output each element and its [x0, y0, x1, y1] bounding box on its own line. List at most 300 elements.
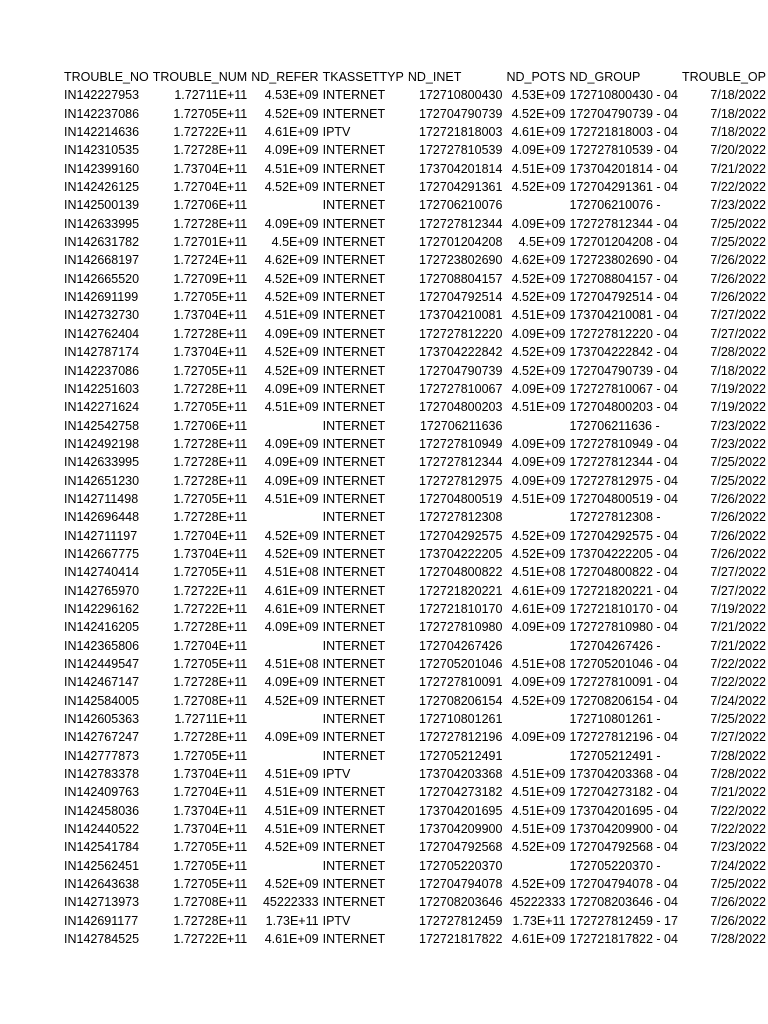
cell-nd-inet: 173704222205	[419, 546, 503, 561]
cell-nd-inet: 172708203646	[419, 895, 503, 910]
cell-trouble-op: 7/25/2022	[710, 455, 766, 470]
cell-nd-inet: 172710801261	[419, 712, 503, 727]
cell-trouble-num: 1.72705E+11	[173, 290, 248, 305]
cell-nd-pots: 4.5E+09	[518, 235, 566, 250]
cell-nd-pots	[504, 637, 567, 655]
cell-nd-refer: 4.09E+09	[264, 730, 319, 745]
cell-tkassettype: INTERNET	[322, 840, 386, 855]
cell-trouble-no: IN142740414	[64, 565, 140, 580]
cell-nd-refer	[249, 637, 320, 655]
cell-nd-inet: 173704201695	[419, 803, 503, 818]
cell-trouble-no: IN142665520	[64, 271, 140, 286]
cell-trouble-no: IN142691199	[64, 290, 139, 305]
table-row	[62, 160, 768, 178]
cell-nd-refer: 4.51E+08	[264, 657, 319, 671]
cell-nd-group: 173704201814 - 04	[569, 161, 678, 176]
cell-tkassettype: INTERNET	[322, 345, 386, 360]
cell-trouble-num: 1.72701E+11	[173, 235, 248, 250]
cell-trouble-no: IN142605363	[64, 712, 140, 727]
cell-nd-refer	[249, 710, 320, 728]
cell-trouble-no: IN142784525	[64, 932, 140, 947]
cell-nd-pots: 4.09E+09	[511, 675, 566, 690]
cell-nd-group: 172727812344 - 04	[569, 216, 678, 231]
cell-nd-group: 172705220370 -	[569, 858, 661, 873]
cell-nd-group: 172704800822 - 04	[569, 565, 678, 580]
cell-nd-refer: 4.51E+09	[264, 308, 319, 323]
cell-trouble-op: 7/25/2022	[710, 216, 766, 231]
cell-trouble-no: IN142691177	[64, 913, 139, 928]
cell-nd-group: 172708206154 - 04	[569, 693, 678, 708]
cell-trouble-op: 7/21/2022	[710, 161, 766, 176]
cell-nd-refer: 4.52E+09	[264, 180, 319, 195]
cell-trouble-op: 7/26/2022	[710, 546, 766, 561]
cell-trouble-num: 1.72728E+11	[173, 216, 248, 231]
cell-trouble-op: 7/26/2022	[710, 510, 766, 525]
cell-trouble-num: 1.73704E+11	[173, 546, 248, 561]
cell-nd-pots: 4.62E+09	[511, 253, 566, 268]
header-nd-pots: ND_POTS	[506, 70, 566, 84]
cell-nd-group: 172706210076 -	[569, 198, 661, 213]
cell-nd-pots: 4.51E+09	[511, 822, 566, 837]
cell-trouble-num: 1.72711E+11	[174, 88, 248, 103]
cell-nd-refer: 4.09E+09	[264, 216, 319, 231]
cell-nd-group: 172727810539 - 04	[569, 143, 678, 158]
table-row	[62, 141, 768, 159]
cell-nd-inet: 172705220370	[419, 858, 503, 873]
table-row	[62, 747, 768, 765]
cell-trouble-num: 1.72724E+11	[173, 253, 248, 268]
cell-nd-pots: 4.51E+09	[511, 308, 566, 323]
cell-trouble-op: 7/25/2022	[710, 877, 766, 892]
cell-trouble-no: IN142440522	[64, 822, 140, 837]
cell-tkassettype: INTERNET	[322, 601, 386, 616]
table-row	[62, 251, 768, 269]
cell-nd-pots: 4.52E+09	[511, 693, 566, 708]
cell-nd-group: 172704267426 -	[569, 638, 661, 653]
header-trouble-no: TROUBLE_NO	[64, 70, 149, 84]
cell-trouble-no: IN142271624	[64, 400, 140, 415]
cell-nd-pots: 4.52E+09	[511, 345, 566, 360]
cell-trouble-num: 1.72708E+11	[173, 895, 248, 910]
cell-nd-refer: 4.62E+09	[264, 253, 319, 268]
cell-nd-inet: 173704210081	[419, 308, 503, 323]
table-row	[62, 362, 768, 380]
cell-nd-refer: 4.51E+09	[264, 491, 319, 506]
cell-trouble-op: 7/18/2022	[710, 125, 766, 140]
cell-nd-group: 172704800519 - 04	[569, 491, 678, 506]
table-row	[62, 398, 768, 416]
header-trouble-num: TROUBLE_NUM	[152, 70, 248, 84]
cell-trouble-no: IN142365806	[64, 638, 140, 653]
cell-trouble-num: 1.72705E+11	[173, 565, 248, 580]
cell-nd-inet: 173704209900	[419, 822, 503, 837]
cell-nd-refer: 4.09E+09	[264, 381, 319, 396]
cell-tkassettype: INTERNET	[322, 510, 386, 525]
cell-trouble-num: 1.72704E+11	[173, 180, 248, 195]
cell-trouble-no: IN142633995	[64, 455, 140, 470]
cell-nd-pots	[504, 196, 567, 214]
cell-tkassettype: INTERNET	[322, 473, 386, 488]
cell-trouble-num: 1.72728E+11	[173, 913, 248, 928]
cell-nd-pots	[504, 747, 567, 765]
cell-nd-refer: 4.52E+09	[264, 363, 319, 378]
cell-trouble-no: IN142783378	[64, 767, 140, 782]
cell-nd-pots: 4.51E+08	[511, 565, 566, 580]
table-row	[62, 802, 768, 820]
cell-tkassettype: INTERNET	[322, 657, 386, 671]
cell-tkassettype: INTERNET	[322, 693, 386, 708]
cell-trouble-num: 1.72728E+11	[173, 510, 248, 525]
table-row	[62, 930, 768, 948]
cell-trouble-num: 1.73704E+11	[173, 345, 248, 360]
table-row	[62, 472, 768, 490]
cell-nd-inet: 172727812220	[419, 326, 503, 341]
cell-nd-group: 172727810067 - 04	[569, 381, 678, 396]
cell-nd-pots: 4.51E+09	[511, 767, 566, 782]
table-row	[62, 765, 768, 783]
cell-nd-refer: 4.09E+09	[264, 436, 319, 451]
cell-trouble-num: 1.72705E+11	[173, 106, 248, 121]
cell-trouble-num: 1.72705E+11	[173, 858, 248, 873]
cell-nd-pots: 4.51E+08	[511, 657, 566, 671]
cell-nd-inet: 172704292575	[419, 528, 503, 543]
table-row	[62, 875, 768, 893]
cell-trouble-no: IN142643638	[64, 877, 140, 892]
table-row	[62, 692, 768, 710]
table-row	[62, 545, 768, 563]
cell-nd-refer: 4.53E+09	[264, 88, 319, 103]
cell-nd-refer: 4.61E+09	[264, 125, 319, 140]
cell-tkassettype: INTERNET	[322, 803, 386, 818]
cell-nd-group: 172727810091 - 04	[569, 675, 678, 690]
cell-nd-inet: 172704790739	[419, 106, 503, 121]
table-row	[62, 417, 768, 435]
cell-tkassettype: INTERNET	[322, 712, 386, 727]
cell-trouble-no: IN142696448	[64, 510, 140, 525]
cell-trouble-no: IN142251603	[64, 381, 140, 396]
cell-trouble-op: 7/27/2022	[710, 308, 766, 323]
cell-nd-inet: 172727810067	[419, 381, 503, 396]
cell-nd-inet: 172704273182	[419, 785, 503, 800]
cell-nd-group: 172708203646 - 04	[569, 895, 678, 910]
cell-nd-inet: 172727812344	[419, 455, 503, 470]
cell-nd-pots: 4.61E+09	[511, 125, 566, 140]
cell-nd-refer	[249, 196, 320, 214]
cell-tkassettype: INTERNET	[322, 455, 386, 470]
cell-trouble-no: IN142762404	[64, 326, 140, 341]
cell-trouble-num: 1.72722E+11	[173, 125, 248, 140]
cell-trouble-op: 7/22/2022	[710, 822, 766, 837]
cell-trouble-no: IN142631782	[64, 235, 140, 250]
cell-trouble-op: 7/26/2022	[710, 895, 766, 910]
cell-trouble-no: IN142227953	[64, 88, 140, 103]
cell-nd-group: 172727812220 - 04	[569, 326, 678, 341]
cell-nd-refer: 4.61E+09	[264, 601, 319, 616]
cell-trouble-op: 7/23/2022	[710, 198, 766, 213]
cell-nd-inet: 172727810949	[419, 436, 503, 451]
cell-nd-pots: 4.52E+09	[511, 271, 566, 286]
table-row	[62, 196, 768, 214]
cell-nd-pots: 4.09E+09	[511, 455, 566, 470]
cell-trouble-num: 1.72728E+11	[173, 143, 248, 158]
cell-trouble-op: 7/23/2022	[710, 840, 766, 855]
header-trouble-op: TROUBLE_OP	[681, 70, 766, 84]
cell-tkassettype: INTERNET	[322, 308, 386, 323]
cell-nd-refer: 4.09E+09	[264, 675, 319, 690]
cell-nd-inet: 172727812196	[419, 730, 503, 745]
cell-nd-inet: 172721810170	[419, 601, 503, 616]
cell-nd-group: 172710800430 - 04	[569, 88, 678, 103]
cell-nd-inet: 172727812344	[419, 216, 503, 231]
cell-tkassettype: INTERNET	[322, 216, 386, 231]
table-row	[62, 233, 768, 251]
cell-trouble-op: 7/19/2022	[710, 601, 766, 616]
cell-tkassettype: INTERNET	[322, 436, 386, 451]
cell-nd-group: 172727810980 - 04	[569, 620, 678, 635]
table-row	[62, 838, 768, 856]
cell-nd-refer: 4.61E+09	[264, 583, 319, 598]
cell-trouble-op: 7/25/2022	[710, 473, 766, 488]
table-row	[62, 582, 768, 600]
cell-nd-refer	[249, 747, 320, 765]
cell-trouble-no: IN142651230	[64, 473, 140, 488]
cell-trouble-no: IN142562451	[64, 858, 140, 873]
cell-nd-group: 173704209900 - 04	[569, 822, 678, 837]
table-row	[62, 123, 768, 141]
cell-nd-refer: 4.51E+09	[264, 803, 319, 818]
cell-nd-inet: 172721817822	[419, 932, 503, 947]
cell-nd-refer: 4.61E+09	[264, 932, 319, 947]
cell-nd-group: 172727812308 -	[569, 510, 661, 525]
cell-nd-refer: 4.5E+09	[271, 235, 319, 250]
cell-trouble-op: 7/23/2022	[710, 418, 766, 433]
cell-trouble-num: 1.73704E+11	[173, 161, 248, 176]
cell-trouble-op: 7/24/2022	[710, 693, 766, 708]
cell-nd-refer: 4.09E+09	[264, 473, 319, 488]
cell-trouble-num: 1.72704E+11	[173, 528, 248, 543]
cell-trouble-num: 1.72705E+11	[173, 748, 248, 763]
cell-nd-refer: 4.09E+09	[264, 455, 319, 470]
cell-nd-refer: 4.52E+09	[264, 271, 319, 286]
cell-trouble-no: IN142777873	[64, 748, 140, 763]
cell-nd-inet: 172704790739	[419, 363, 503, 378]
table-row	[62, 178, 768, 196]
cell-nd-pots: 4.52E+09	[511, 877, 566, 892]
cell-nd-inet: 172704291361	[419, 180, 503, 195]
cell-tkassettype: INTERNET	[322, 106, 386, 121]
cell-trouble-op: 7/22/2022	[710, 180, 766, 195]
cell-nd-inet: 172704794078	[419, 877, 503, 892]
cell-nd-group: 172704292575 - 04	[569, 528, 678, 543]
cell-trouble-op: 7/18/2022	[710, 363, 766, 378]
cell-nd-group: 172727812459 - 17	[569, 913, 678, 928]
table-row	[62, 728, 768, 746]
header-nd-group: ND_GROUP	[569, 70, 641, 84]
cell-nd-inet: 172708804157	[419, 271, 503, 286]
header-nd-refer: ND_REFER	[251, 70, 319, 84]
cell-nd-group: 172704792514 - 04	[569, 290, 678, 305]
cell-tkassettype: INTERNET	[322, 583, 386, 598]
cell-nd-group: 173704222205 - 04	[569, 546, 678, 561]
cell-trouble-no: IN142237086	[64, 106, 140, 121]
cell-tkassettype: INTERNET	[322, 143, 386, 158]
cell-trouble-op: 7/26/2022	[710, 528, 766, 543]
cell-trouble-num: 1.73704E+11	[173, 308, 248, 323]
cell-nd-group: 173704201695 - 04	[569, 803, 678, 818]
cell-nd-refer: 4.52E+09	[264, 840, 319, 855]
cell-trouble-no: IN142467147	[64, 675, 140, 690]
cell-nd-pots: 1.73E+11	[512, 913, 566, 928]
cell-trouble-op: 7/22/2022	[710, 657, 766, 671]
cell-nd-pots	[504, 508, 567, 526]
cell-nd-inet: 172705212491	[419, 748, 503, 763]
table-row	[62, 857, 768, 875]
cell-trouble-num: 1.72728E+11	[173, 473, 248, 488]
table-row	[62, 215, 768, 233]
cell-trouble-no: IN142500139	[64, 198, 140, 213]
cell-nd-inet: 173704203368	[419, 767, 503, 782]
cell-nd-group: 172710801261 -	[569, 712, 661, 727]
cell-nd-refer: 4.52E+09	[264, 528, 319, 543]
cell-trouble-op: 7/28/2022	[710, 748, 766, 763]
cell-trouble-num: 1.72722E+11	[173, 601, 248, 616]
cell-nd-inet: 172704800203	[419, 400, 503, 415]
cell-nd-group: 172721818003 - 04	[569, 125, 678, 140]
cell-trouble-op: 7/28/2022	[710, 767, 766, 782]
cell-nd-inet: 172721818003	[419, 125, 503, 140]
cell-nd-pots: 4.52E+09	[511, 106, 566, 121]
cell-trouble-num: 1.72705E+11	[173, 877, 248, 892]
cell-nd-pots: 4.51E+09	[511, 400, 566, 415]
cell-nd-group: 172705212491 -	[569, 748, 661, 763]
cell-trouble-num: 1.72705E+11	[173, 363, 248, 378]
cell-nd-pots: 4.52E+09	[511, 363, 566, 378]
table-row	[62, 618, 768, 636]
cell-nd-refer: 45222333	[262, 895, 319, 910]
cell-nd-pots: 4.52E+09	[511, 546, 566, 561]
cell-trouble-op: 7/28/2022	[710, 345, 766, 360]
cell-trouble-no: IN142542758	[64, 418, 140, 433]
cell-trouble-op: 7/19/2022	[710, 381, 766, 396]
cell-trouble-no: IN142767247	[64, 730, 140, 745]
cell-trouble-no: IN142541784	[64, 840, 140, 855]
cell-nd-inet: 172727812459	[419, 913, 503, 928]
cell-tkassettype: INTERNET	[322, 675, 386, 690]
table-row	[62, 105, 768, 123]
cell-trouble-op: 7/26/2022	[710, 913, 766, 928]
cell-trouble-no: IN142787174	[64, 345, 140, 360]
cell-nd-refer	[249, 508, 320, 526]
cell-nd-inet: 172708206154	[419, 693, 503, 708]
cell-tkassettype: INTERNET	[322, 235, 386, 250]
cell-nd-inet: 172727812308	[419, 510, 503, 525]
cell-tkassettype: INTERNET	[322, 326, 386, 341]
table-row	[62, 380, 768, 398]
cell-nd-group: 172704790739 - 04	[569, 363, 678, 378]
cell-trouble-op: 7/27/2022	[710, 583, 766, 598]
cell-tkassettype: INTERNET	[322, 253, 386, 268]
cell-tkassettype: IPTV	[322, 125, 351, 140]
table-body	[62, 86, 768, 948]
cell-trouble-no: IN142633995	[64, 216, 140, 231]
cell-nd-pots: 4.09E+09	[511, 381, 566, 396]
cell-trouble-op: 7/21/2022	[710, 785, 766, 800]
cell-nd-refer: 4.52E+09	[264, 106, 319, 121]
cell-nd-group: 172705201046 - 04	[569, 657, 678, 671]
cell-trouble-op: 7/27/2022	[710, 326, 766, 341]
cell-nd-refer: 4.09E+09	[264, 143, 319, 158]
cell-trouble-num: 1.72705E+11	[173, 657, 248, 671]
cell-tkassettype: INTERNET	[322, 418, 386, 433]
table-row	[62, 710, 768, 728]
cell-nd-pots: 4.61E+09	[511, 583, 566, 598]
cell-trouble-no: IN142237086	[64, 363, 140, 378]
cell-trouble-num: 1.72722E+11	[173, 583, 248, 598]
cell-nd-refer: 4.52E+09	[264, 345, 319, 360]
cell-trouble-op: 7/22/2022	[710, 803, 766, 818]
cell-trouble-no: IN142409763	[64, 785, 140, 800]
cell-nd-pots: 4.52E+09	[511, 528, 566, 543]
cell-trouble-num: 1.72728E+11	[173, 381, 248, 396]
cell-trouble-num: 1.72706E+11	[173, 418, 248, 433]
table-row	[62, 600, 768, 618]
cell-nd-pots: 4.61E+09	[511, 932, 566, 947]
cell-nd-pots: 4.51E+09	[511, 161, 566, 176]
cell-trouble-no: IN142711197	[64, 528, 138, 543]
cell-nd-group: 172721810170 - 04	[569, 601, 678, 616]
cell-nd-group: 172701204208 - 04	[569, 235, 678, 250]
cell-tkassettype: INTERNET	[322, 88, 386, 103]
cell-trouble-no: IN142399160	[64, 161, 140, 176]
header-row	[62, 68, 768, 86]
cell-trouble-no: IN142214636	[64, 125, 140, 140]
cell-trouble-num: 1.72709E+11	[173, 271, 248, 286]
cell-trouble-no: IN142713973	[64, 895, 140, 910]
cell-trouble-op: 7/28/2022	[710, 932, 766, 947]
cell-tkassettype: INTERNET	[322, 932, 386, 947]
cell-nd-inet: 172704800822	[419, 565, 503, 580]
cell-trouble-no: IN142584005	[64, 693, 140, 708]
cell-nd-inet: 172706211636	[419, 418, 503, 433]
cell-trouble-no: IN142667775	[64, 546, 140, 561]
cell-nd-refer: 4.51E+09	[264, 400, 319, 415]
table-row	[62, 820, 768, 838]
cell-nd-inet: 172727812975	[419, 473, 503, 488]
cell-tkassettype: INTERNET	[322, 877, 386, 892]
cell-nd-inet: 172727810539	[419, 143, 503, 158]
cell-trouble-no: IN142416205	[64, 620, 140, 635]
cell-nd-group: 172727812975 - 04	[569, 473, 678, 488]
cell-nd-group: 172704273182 - 04	[569, 785, 678, 800]
cell-tkassettype: INTERNET	[322, 381, 386, 396]
cell-trouble-num: 1.72705E+11	[173, 400, 248, 415]
cell-nd-inet: 172705201046	[419, 657, 503, 671]
cell-trouble-num: 1.72728E+11	[173, 455, 248, 470]
trouble-table	[62, 68, 768, 949]
cell-tkassettype: INTERNET	[322, 822, 386, 837]
table-row	[62, 673, 768, 691]
cell-trouble-op: 7/25/2022	[710, 235, 766, 250]
cell-nd-inet: 173704222842	[419, 345, 503, 360]
cell-tkassettype: INTERNET	[322, 858, 386, 873]
cell-trouble-num: 1.72705E+11	[173, 840, 248, 855]
cell-tkassettype: INTERNET	[322, 785, 386, 800]
cell-nd-refer: 4.51E+08	[264, 565, 319, 580]
cell-trouble-num: 1.72708E+11	[173, 693, 248, 708]
cell-trouble-num: 1.72705E+11	[173, 491, 248, 506]
table-row	[62, 912, 768, 930]
cell-nd-pots: 4.09E+09	[511, 473, 566, 488]
